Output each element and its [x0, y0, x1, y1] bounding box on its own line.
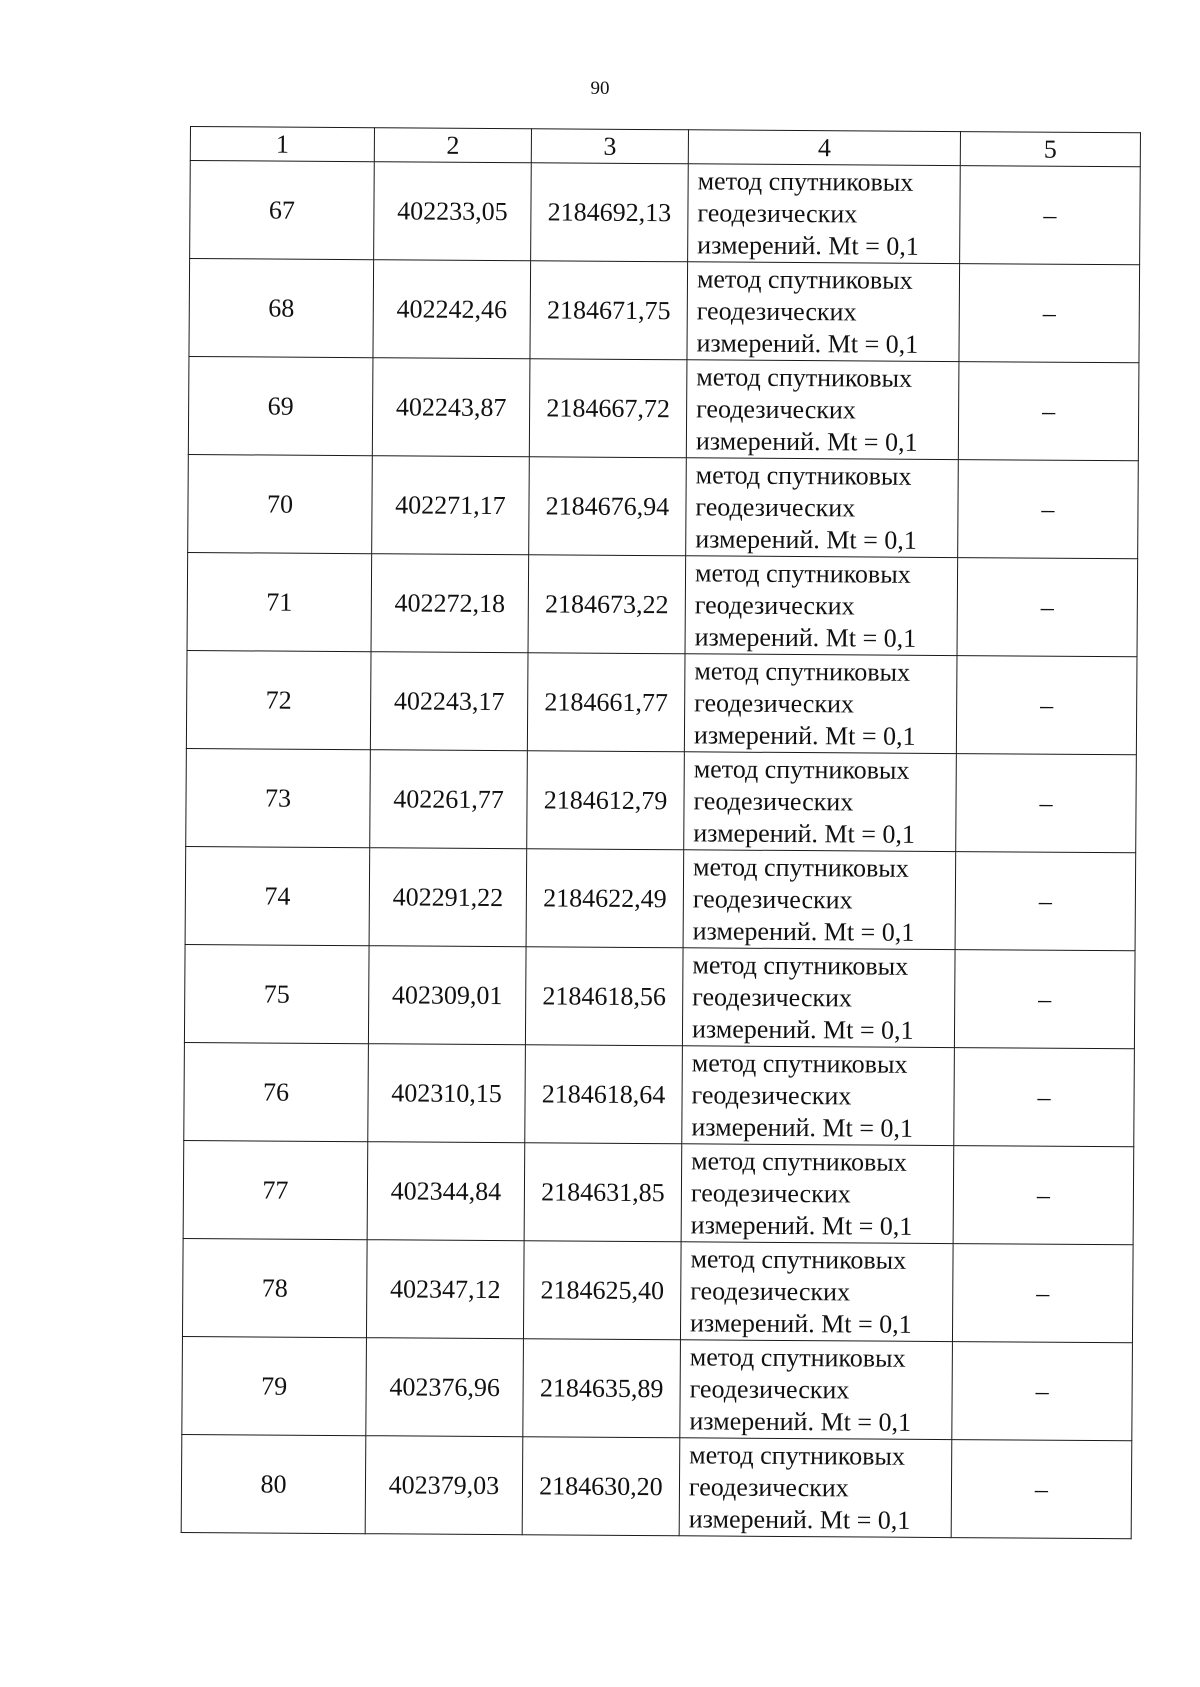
column-header-2: 2: [374, 128, 531, 163]
method-description-line: измерений. Mt = 0,1: [697, 229, 919, 261]
method-description-cell: [684, 752, 957, 852]
method-description-cell: [686, 458, 959, 558]
x-coordinate-cell: 402376,96: [366, 1338, 524, 1437]
point-number-cell: 78: [182, 1238, 367, 1337]
page-number: 90: [590, 78, 610, 99]
table-row: [183, 1140, 1134, 1244]
note-cell: –: [954, 950, 1135, 1049]
table-row: [184, 944, 1135, 1048]
point-number-cell: 69: [188, 356, 373, 455]
column-header-4: 4: [688, 130, 960, 166]
table-body: [181, 161, 1140, 1539]
method-description-line: измерений. Mt = 0,1: [695, 425, 918, 457]
method-description-cell: [686, 360, 959, 460]
method-description-line: измерений. Mt = 0,1: [689, 1405, 912, 1437]
method-description-cell: [680, 1242, 953, 1342]
table-row: [182, 1238, 1133, 1342]
x-coordinate-cell: 402272,18: [371, 554, 529, 653]
x-coordinate-cell: 402271,17: [372, 456, 530, 555]
note-cell: –: [951, 1440, 1132, 1539]
method-description-cell: [687, 262, 960, 362]
point-number-cell: 75: [184, 944, 369, 1043]
column-header-5: 5: [960, 132, 1140, 167]
method-description-line: метод спутниковых: [691, 1145, 907, 1177]
method-description-line: геодезических: [691, 1079, 852, 1110]
note-cell: –: [959, 264, 1140, 363]
x-coordinate-cell: 402233,05: [374, 162, 532, 261]
y-coordinate-cell: 2184671,75: [530, 261, 688, 360]
x-coordinate-cell: 402379,03: [365, 1436, 523, 1535]
y-coordinate-cell: 2184661,77: [527, 653, 685, 752]
method-description-cell: [682, 948, 955, 1048]
table-row: [186, 748, 1137, 852]
method-description-line: метод спутниковых: [689, 1439, 905, 1471]
note-cell: –: [958, 460, 1139, 559]
note-cell: –: [954, 1048, 1135, 1147]
method-description-line: измерений. Mt = 0,1: [695, 523, 917, 555]
method-description-cell: [684, 654, 957, 754]
method-description-line: измерений. Mt = 0,1: [689, 1307, 912, 1339]
point-number-cell: 70: [188, 454, 373, 553]
table-row: [189, 259, 1140, 363]
point-number-cell: 68: [189, 259, 374, 358]
method-description-line: метод спутниковых: [696, 263, 913, 295]
y-coordinate-cell: 2184667,72: [529, 359, 687, 458]
table-row: [190, 161, 1141, 265]
method-description-line: метод спутниковых: [695, 459, 912, 491]
x-coordinate-cell: 402347,12: [366, 1240, 524, 1339]
method-description-cell: [688, 164, 961, 264]
method-description-line: геодезических: [694, 589, 855, 620]
note-cell: –: [960, 166, 1141, 265]
coordinates-table: [181, 126, 1141, 1539]
method-description-line: измерений. Mt = 0,1: [693, 719, 916, 751]
note-cell: –: [955, 852, 1136, 951]
method-description-line: метод спутниковых: [697, 165, 914, 197]
method-description-line: метод спутниковых: [693, 851, 909, 883]
y-coordinate-cell: 2184630,20: [522, 1437, 680, 1536]
y-coordinate-cell: 2184676,94: [529, 457, 687, 556]
method-description-line: измерений. Mt = 0,1: [690, 1209, 913, 1241]
method-description-line: метод спутниковых: [692, 949, 909, 981]
method-description-line: измерений. Mt = 0,1: [694, 621, 917, 653]
y-coordinate-cell: 2184618,64: [525, 1045, 683, 1144]
point-number-cell: 76: [184, 1042, 369, 1141]
x-coordinate-cell: 402309,01: [368, 946, 526, 1045]
y-coordinate-cell: 2184631,85: [524, 1143, 682, 1242]
method-description-line: геодезических: [692, 981, 853, 1012]
method-description-line: метод спутниковых: [693, 753, 910, 785]
x-coordinate-cell: 402243,17: [370, 652, 528, 751]
method-description-line: метод спутниковых: [694, 557, 911, 589]
method-description-line: геодезических: [689, 1373, 850, 1404]
point-number-cell: 71: [187, 552, 372, 651]
point-number-cell: 74: [185, 846, 370, 945]
point-number-cell: 77: [183, 1140, 368, 1239]
method-description-cell: [681, 1144, 954, 1244]
table-row: [181, 1434, 1132, 1538]
method-description-line: измерений. Mt = 0,1: [693, 817, 916, 849]
method-description-line: геодезических: [688, 1471, 849, 1502]
y-coordinate-cell: 2184618,56: [525, 947, 683, 1046]
y-coordinate-cell: 2184625,40: [523, 1241, 681, 1340]
table-row: [186, 650, 1137, 754]
table-row: [182, 1336, 1133, 1440]
note-cell: –: [952, 1244, 1133, 1343]
point-number-cell: 72: [186, 650, 371, 749]
method-description-cell: [682, 1046, 955, 1146]
table-row: [188, 454, 1139, 558]
table-row: [187, 552, 1138, 656]
method-description-line: геодезических: [696, 393, 856, 424]
point-number-cell: 73: [186, 748, 371, 847]
y-coordinate-cell: 2184692,13: [531, 163, 689, 262]
method-description-line: метод спутниковых: [689, 1341, 906, 1373]
method-description-cell: [680, 1340, 953, 1440]
method-description-line: геодезических: [694, 687, 855, 718]
table-row: [184, 1042, 1135, 1146]
method-description-line: измерений. Mt = 0,1: [691, 1111, 914, 1143]
x-coordinate-cell: 402261,77: [370, 750, 528, 849]
method-description-cell: [685, 556, 958, 656]
method-description-line: геодезических: [697, 197, 858, 228]
x-coordinate-cell: 402291,22: [369, 848, 527, 947]
method-description-line: геодезических: [695, 491, 856, 522]
y-coordinate-cell: 2184673,22: [528, 555, 686, 654]
method-description-line: геодезических: [690, 1275, 851, 1306]
column-header-3: 3: [531, 129, 688, 164]
y-coordinate-cell: 2184635,89: [523, 1339, 681, 1438]
method-description-line: измерений. Mt = 0,1: [692, 915, 915, 947]
y-coordinate-cell: 2184612,79: [527, 751, 685, 850]
x-coordinate-cell: 402243,87: [372, 358, 530, 457]
method-description-line: геодезических: [692, 883, 853, 914]
x-coordinate-cell: 402310,15: [368, 1044, 526, 1143]
method-description-line: метод спутниковых: [690, 1243, 907, 1275]
note-cell: –: [952, 1342, 1133, 1441]
note-cell: –: [958, 362, 1139, 461]
method-description-line: измерений. Mt = 0,1: [688, 1503, 911, 1535]
point-number-cell: 79: [182, 1336, 367, 1435]
point-number-cell: 67: [190, 161, 375, 260]
note-cell: –: [953, 1146, 1134, 1245]
method-description-line: геодезических: [696, 295, 857, 326]
method-description-line: метод спутниковых: [696, 361, 913, 393]
x-coordinate-cell: 402344,84: [367, 1142, 525, 1241]
method-description-cell: [683, 850, 956, 950]
method-description-line: геодезических: [693, 785, 854, 816]
table-row: [185, 846, 1136, 950]
note-cell: –: [957, 558, 1138, 657]
method-description-line: измерений. Mt = 0,1: [696, 327, 919, 359]
method-description-line: метод спутниковых: [694, 655, 911, 687]
method-description-line: геодезических: [690, 1177, 851, 1208]
x-coordinate-cell: 402242,46: [373, 260, 531, 359]
method-description-line: измерений. Mt = 0,1: [691, 1013, 914, 1045]
column-header-1: 1: [190, 127, 374, 162]
y-coordinate-cell: 2184622,49: [526, 849, 684, 948]
note-cell: –: [956, 656, 1137, 755]
note-cell: –: [956, 754, 1137, 853]
point-number-cell: 80: [181, 1434, 366, 1533]
method-description-line: метод спутниковых: [691, 1047, 908, 1079]
method-description-cell: [679, 1438, 952, 1538]
table-row: [188, 356, 1139, 460]
